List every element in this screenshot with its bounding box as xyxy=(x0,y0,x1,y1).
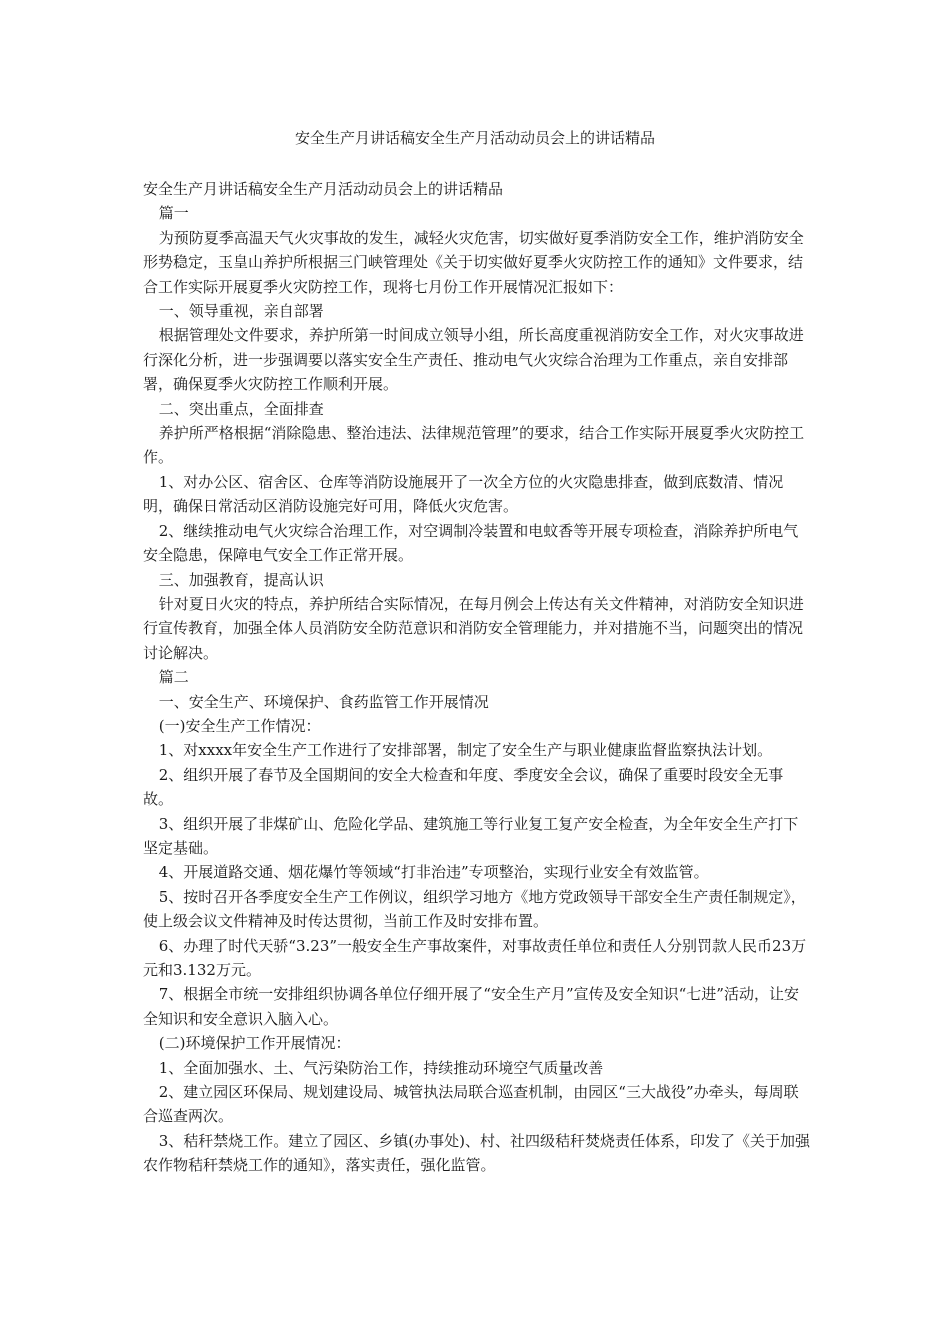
paragraph: 1、全面加强水、土、气污染防治工作，持续推动环境空气质量改善 xyxy=(158,1058,604,1077)
page-title: 安全生产月讲话稿安全生产月活动动员会上的讲话精品 xyxy=(294,129,655,147)
paragraph: 三、加强教育，提高认识 xyxy=(158,570,324,589)
paragraph: 安全生产月讲话稿安全生产月活动动员会上的讲话精品 xyxy=(143,180,504,198)
paragraph: 一、安全生产、环境保护、食药监管工作开展情况 xyxy=(158,692,489,711)
paragraph: 为预防夏季高温天气火灾事故的发生，减轻火灾危害，切实做好夏季消防安全工作，维护消防安全形势稳定，玉皇山养护所根据三门峡管理处《关于切实做好夏季火灾防控工作的通知》文件要求，结合工作实际开展夏季火灾防控工作，现将七月份工作开展情况汇报如下： xyxy=(143,228,804,296)
paragraph: 5、按时召开各季度安全生产工作例议，组织学习地方《地方党政领导干部安全生产责任制规定》，使上级会议文件精神及时传达贯彻，当前工作及时安排布置。 xyxy=(143,887,806,931)
paragraph: 篇二 xyxy=(158,668,189,687)
paragraph: 针对夏日火灾的特点，养护所结合实际情况，在每月例会上传达有关文件精神，对消防安全知识进行宣传教育，加强全体人员消防安全防范意识和消防安全管理能力，并对措施不当，问题突出的情况讨论解决。 xyxy=(143,594,804,662)
paragraph: 1、对办公区、宿舍区、仓库等消防设施展开了一次全方位的火灾隐患排查，做到底数清、情况明，确保日常活动区消防设施完好可用，降低火灾危害。 xyxy=(143,472,784,516)
paragraph: (二)环境保护工作开展情况： xyxy=(158,1034,351,1053)
paragraph: 2、建立园区环保局、规划建设局、城管执法局联合巡查机制，由园区“三大战役”办牵头，每周联合巡查两次。 xyxy=(143,1083,799,1126)
paragraph: 1、对xxxx年安全生产工作进行了安排部署，制定了安全生产与职业健康监督监察执法计划。 xyxy=(158,741,773,760)
paragraph: 3、组织开展了非煤矿山、危险化学品、建筑施工等行业复工复产安全检查，为全年安全生产打下坚定基础。 xyxy=(143,814,799,857)
paragraph: 二、突出重点，全面排查 xyxy=(158,399,324,418)
paragraph: 2、组织开展了春节及全国期间的安全大检查和年度、季度安全会议，确保了重要时段安全无事故。 xyxy=(143,765,784,809)
paragraph: 6、办理了时代天骄“3.23”一般安全生产事故案件，对事故责任单位和责任人分别罚款人民币23万元和3.132万元。 xyxy=(143,936,807,979)
paragraph: 7、根据全市统一安排组织协调各单位仔细开展了“安全生产月”宣传及安全知识“七进”活动，让安全知识和安全意识入脑入心。 xyxy=(143,985,799,1028)
paragraph: 一、领导重视，亲自部署 xyxy=(158,302,324,321)
paragraph: 篇一 xyxy=(158,204,189,223)
paragraph: 根据管理处文件要求，养护所第一时间成立领导小组，所长高度重视消防安全工作，对火灾事故进行深化分析，进一步强调要以落实安全生产责任、推动电气火灾综合治理为工作重点，亲自安排部署，确保夏季火灾防控工作顺利开展。 xyxy=(143,326,804,394)
paragraph: 2、继续推动电气火灾综合治理工作，对空调制冷装置和电蚊香等开展专项检查，消除养护所电气安全隐患，保障电气安全工作正常开展。 xyxy=(143,521,799,565)
paragraph: 4、开展道路交通、烟花爆竹等领域“打非治违”专项整治，实现行业安全有效监管。 xyxy=(158,863,709,882)
document-body xyxy=(143,177,810,1178)
paragraph: 养护所严格根据“消除隐患、整治违法、法律规范管理”的要求，结合工作实际开展夏季火灾防控工作。 xyxy=(143,424,805,467)
paragraph: (一)安全生产工作情况： xyxy=(158,716,321,735)
paragraph: 3、秸秆禁烧工作。建立了园区、乡镇(办事处)、村、社四级秸秆焚烧责任体系，印发了《关于加强农作物秸秆禁烧工作的通知》，落实责任，强化监管。 xyxy=(143,1131,811,1175)
